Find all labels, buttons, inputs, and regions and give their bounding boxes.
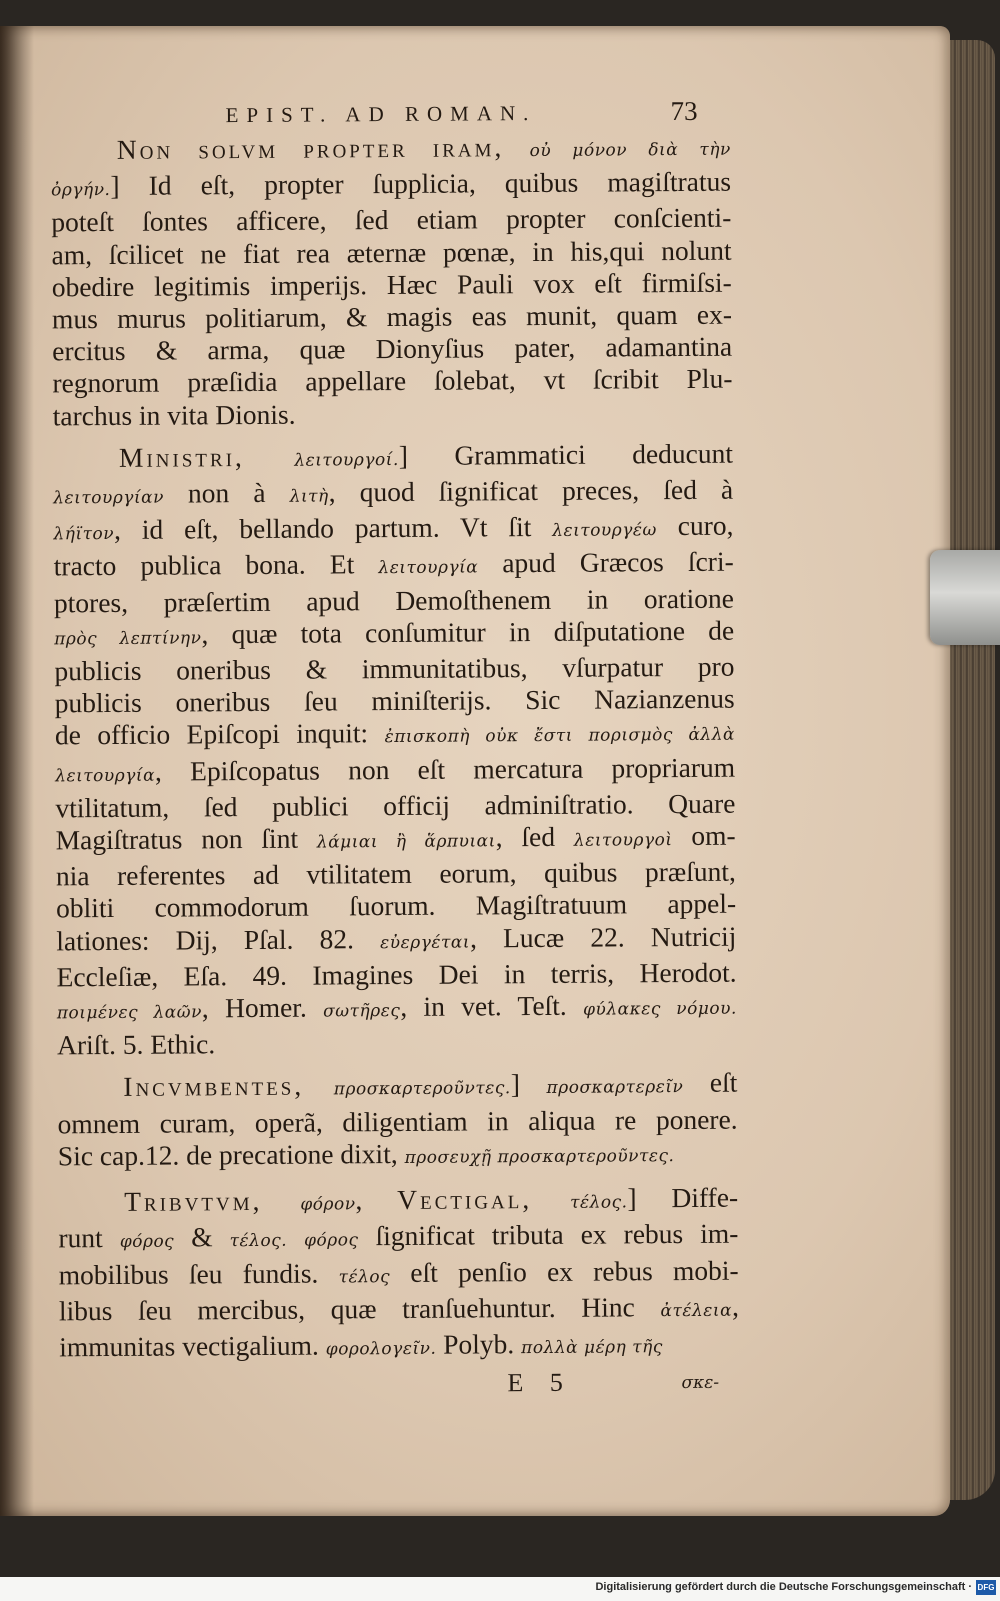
bookmark-clip <box>930 550 1000 645</box>
latin-text: de officio Epiſcopi inquit: <box>54 717 385 751</box>
greek-text: λειτουργία <box>55 765 156 787</box>
text-line <box>55 715 735 756</box>
greek-text: λειτουργοὶ <box>573 830 673 851</box>
text-line <box>58 1136 738 1177</box>
greek-text: σωτῆρες <box>323 1001 401 1022</box>
text-line <box>52 331 732 368</box>
latin-text: Sic cap.12. de precatione dixit, <box>57 1137 405 1172</box>
latin-text: am, ſcilicet ne fiat rea æternæ pœnæ, in his,qui nolunt <box>51 234 732 270</box>
latin-text: Magiſtratus non ſint <box>55 822 317 856</box>
text-line <box>52 266 732 303</box>
text-line <box>56 820 736 861</box>
greek-text: οὐ μόνον διὰ τὴν <box>529 139 731 162</box>
latin-text: eſt <box>683 1067 738 1099</box>
text-line <box>59 1327 739 1368</box>
gutter-shadow <box>0 26 34 1516</box>
latin-text: , <box>731 1290 740 1322</box>
text-line <box>51 202 731 239</box>
text-line <box>54 651 734 688</box>
text-line <box>53 395 733 432</box>
greek-text: φύλακες νόμου. <box>583 998 737 1020</box>
digitization-footer <box>0 1577 1000 1601</box>
latin-text: omnem curam, operã, diligentiam in aliqua re ponere. <box>57 1103 738 1140</box>
latin-text: lationes: Dij, Pſal. 82. <box>56 922 381 957</box>
latin-text: ] <box>510 1068 547 1100</box>
greek-text: πρὸς λεπτίνην <box>54 628 202 650</box>
latin-text: , Epiſcopatus non eſt mercatura propriarum <box>154 751 736 787</box>
text-line <box>59 1254 739 1295</box>
latin-text: , quod ſignificat preces, ſed à <box>328 473 734 508</box>
text-line <box>54 582 734 619</box>
latin-text: publicis oneribus ſeu miniſterijs. Sic Nazianzenus <box>54 682 735 719</box>
text-line <box>56 920 736 961</box>
text-line <box>55 787 735 824</box>
text-line <box>56 956 736 993</box>
text-line <box>56 856 736 893</box>
lemma-heading: Incvmbentes, <box>123 1069 334 1103</box>
greek-text: ποιμένες λαῶν <box>56 1002 202 1024</box>
dfg-logo: DFG <box>976 1580 996 1595</box>
greek-text: προσευχῇ προσκαρτεροῦντες. <box>404 1145 675 1168</box>
text-block <box>50 90 739 1408</box>
text-line <box>53 437 733 478</box>
latin-text: , ſed <box>495 820 574 853</box>
lemma-heading: Vectigal, <box>397 1182 571 1216</box>
greek-text: ἐπισκοπὴ οὐκ ἔστι πορισμὸς ἀλλὰ <box>384 725 735 748</box>
latin-text: mus murus politiarum, & magis eas munit, quam ex- <box>51 298 733 335</box>
greek-text: εὐεργέται <box>380 932 471 953</box>
greek-text: φόρον <box>300 1194 356 1215</box>
greek-text: λήϊτον <box>53 524 115 545</box>
lemma-heading: Tribvtvm, <box>124 1184 301 1217</box>
greek-text: λειτουργοί. <box>294 449 399 471</box>
text-line <box>58 1182 738 1223</box>
text-line <box>54 614 734 655</box>
running-title: EPIST. AD ROMAN. <box>225 100 537 128</box>
latin-text: , <box>355 1184 398 1216</box>
latin-text: Ariſt. 5. Ethic. <box>56 1028 216 1061</box>
greek-text: πολλὰ μέρη τῆς <box>521 1337 663 1359</box>
latin-text <box>287 1221 304 1252</box>
text-line <box>59 1290 739 1331</box>
greek-text: φορολογεῖν. <box>325 1338 437 1360</box>
latin-text: , Lucæ 22. Nutricij <box>469 920 737 954</box>
text-line <box>53 510 733 551</box>
latin-text: runt <box>58 1222 120 1254</box>
latin-text: libus ſeu mercibus, quæ tranſuehuntur. Hinc <box>58 1290 661 1327</box>
latin-text: poteſt ſontes afficere, ſed etiam propter conſcienti- <box>51 202 732 238</box>
text-line <box>56 888 736 925</box>
latin-text: mobilibus ſeu fundis. <box>58 1256 339 1290</box>
text-line <box>53 474 733 515</box>
latin-text: regnorum præſidia appellare ſolebat, vt ſcribit Plu- <box>52 363 733 399</box>
text-line <box>52 299 732 336</box>
latin-text: obedire legitimis imperijs. Hæc Pauli vox eſt firmiſsi- <box>51 266 732 303</box>
greek-text: λειτουργέω <box>552 520 657 542</box>
greek-text: προσκαρτεροῦντες. <box>333 1078 511 1100</box>
latin-text: & <box>174 1221 230 1253</box>
text-line <box>52 363 732 400</box>
greek-text: προσκαρτερεῖν <box>546 1077 684 1099</box>
latin-text: Polyb. <box>436 1328 522 1360</box>
text-line <box>54 546 734 587</box>
greek-text: λειτουργίαν <box>53 487 164 509</box>
lemma-heading: Non solvm propter iram, <box>116 131 530 165</box>
latin-text: publicis oneribus & immunitatibus, vſurpatur pro <box>54 650 735 687</box>
page-number: 73 <box>670 95 698 127</box>
latin-text: , Homer. <box>201 991 324 1024</box>
lemma-heading: Ministri, <box>118 440 295 473</box>
latin-text: ptores, præſertim apud Demoſthenem in oratione <box>53 582 735 619</box>
latin-text: ] Grammatici deducunt <box>398 437 734 471</box>
latin-text: om- <box>672 819 736 852</box>
text-line <box>57 1067 737 1108</box>
body-text <box>51 130 740 1368</box>
page-fore-edge <box>945 40 995 1500</box>
latin-text: curo, <box>656 509 734 542</box>
greek-text: ἀτέλεια <box>660 1300 733 1321</box>
text-line <box>55 683 735 720</box>
text-line <box>58 1218 738 1259</box>
text-line <box>51 130 731 171</box>
running-head <box>50 90 730 135</box>
latin-text: non à <box>163 476 290 509</box>
catchword: σκε- <box>681 1372 720 1394</box>
latin-text: eſt penſio ex rebus mobi- <box>390 1254 739 1288</box>
latin-text: ercitus & arma, quæ Dionyſius pater, adamantina <box>52 330 733 367</box>
latin-text: ſignificat tributa ex rebus im- <box>358 1217 739 1252</box>
latin-text: vtilitatum, ſed publici officij adminiſtratio. Quare <box>55 787 736 824</box>
signature-line <box>59 1367 739 1408</box>
latin-text: , quæ tota conſumitur in diſputatione de <box>201 614 735 650</box>
printers-signature: E 5 <box>507 1367 573 1398</box>
greek-text: ὀργήν. <box>51 180 111 201</box>
latin-text: tracto publica bona. Et <box>53 548 379 582</box>
latin-text: immunitas vectigalium. <box>59 1329 326 1363</box>
latin-text: , id eſt, bellando partum. Vt ſit <box>113 511 553 546</box>
latin-text: ] Diffe- <box>627 1181 739 1214</box>
latin-text: apud Græcos ſcri- <box>478 546 734 579</box>
text-line <box>51 166 731 207</box>
greek-text: φόρος <box>304 1230 359 1251</box>
greek-text: λάμιαι ἢ ἅρπυιαι <box>316 831 496 853</box>
latin-text: obliti commodorum ſuorum. Magiſtratuum appel- <box>55 888 737 924</box>
latin-text: Eccleſiæ, Eſa. 49. Imagines Dei in terris, Herodot. <box>56 956 737 993</box>
greek-text: τέλος <box>338 1266 391 1287</box>
latin-text: nia referentes ad vtilitatem eorum, quibus præſunt, <box>55 855 736 892</box>
text-line <box>51 234 731 271</box>
text-line <box>55 751 735 792</box>
greek-text: φόρος <box>119 1231 175 1253</box>
text-line <box>58 1103 738 1140</box>
text-line <box>57 989 737 1030</box>
text-line <box>57 1025 737 1062</box>
latin-text: ] Id eſt, propter ſupplicia, quibus magiſtratus <box>110 165 732 202</box>
greek-text: τέλος. <box>229 1231 288 1252</box>
latin-text: , in vet. Teſt. <box>400 989 584 1023</box>
latin-text: tarchus in vita Dionis. <box>52 398 296 432</box>
greek-text: λειτουργία <box>378 557 479 579</box>
funding-credit: Digitalisierung gefördert durch die Deutsche Forschungsgemeinschaft · <box>595 1581 972 1593</box>
greek-text: τέλος. <box>569 1192 628 1213</box>
greek-text: λιτὴ <box>289 486 329 507</box>
